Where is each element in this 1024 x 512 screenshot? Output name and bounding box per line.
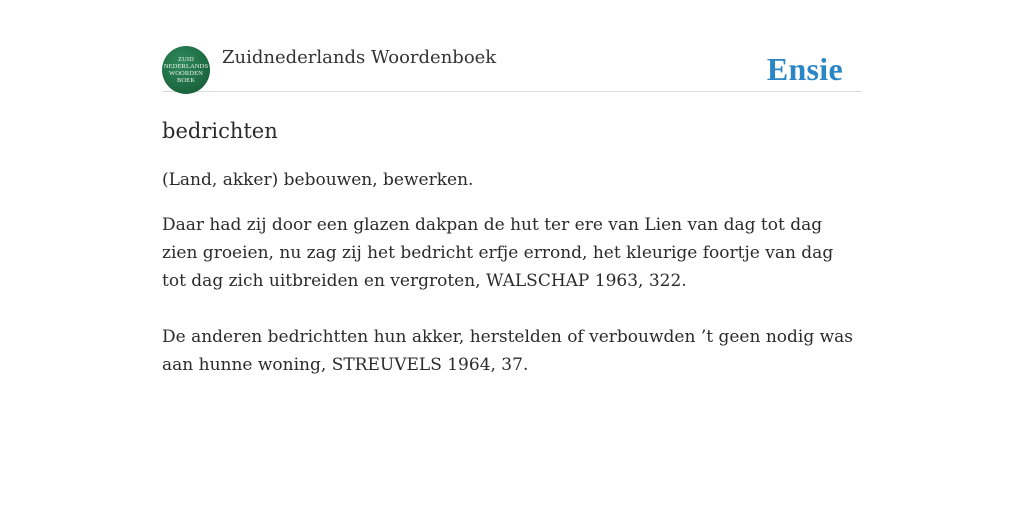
citation-1: Daar had zij door een glazen dakpan de hut ter ere van Lien van dag tot dag zien groeien, nu zag zij het bedricht erfje errond, het kleurige foortje van dag tot dag zich uitbreiden en vergroten, WALSCHAP 1963, 322. bbox=[162, 215, 834, 291]
logo-text-line: WOORDEN bbox=[169, 70, 203, 77]
ensie-brand-logo[interactable]: Ensie bbox=[766, 51, 843, 87]
entry-card bbox=[162, 44, 862, 379]
site-header bbox=[162, 44, 862, 92]
logo-text-line: BOEK bbox=[176, 77, 196, 84]
logo-text-line: ZUID bbox=[178, 56, 194, 63]
dictionary-logo[interactable] bbox=[162, 46, 210, 94]
headword: bedrichten bbox=[162, 119, 278, 143]
definition: (Land, akker) bebouwen, bewerken. bbox=[162, 170, 474, 190]
logo-text-line: NEDERLANDS bbox=[163, 63, 209, 70]
citation-2: De anderen bedrichtten hun akker, herstelden of verbouwden ’t geen nodig was aan hunne woning, STREUVELS 1964, 37. bbox=[162, 327, 854, 375]
dictionary-title[interactable]: Zuidnederlands Woordenboek bbox=[222, 47, 497, 68]
